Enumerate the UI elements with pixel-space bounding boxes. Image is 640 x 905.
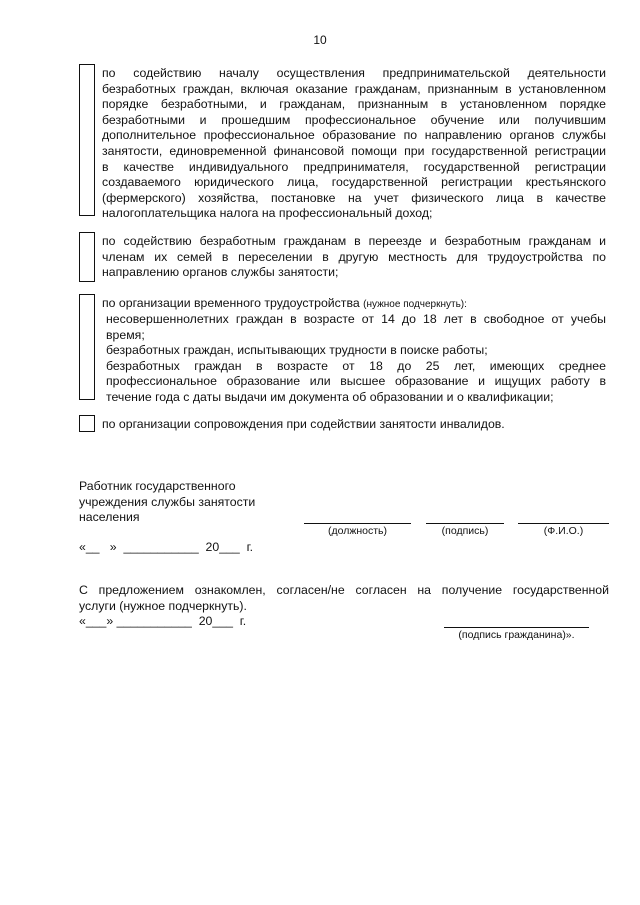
text-line: занятости, единовременной финансовой помощи при государственной регистрации [102, 143, 606, 158]
text-line: по организации сопровождения при содействии занятости инвалидов. [102, 417, 505, 431]
employee-label-line: населения [79, 510, 140, 525]
text-line: (фермерского) хозяйства, постановке на учет физического лица в качестве [102, 190, 606, 205]
date-year-suffix[interactable]: ___ [212, 614, 233, 628]
option-line[interactable]: время; [106, 327, 145, 342]
date-day[interactable]: ___ [85, 614, 107, 628]
date-month[interactable]: ___________ [116, 614, 192, 628]
page-number: 10 [313, 33, 327, 47]
date-g: г. [239, 614, 247, 628]
text-line: порядке безработными, и гражданам, признанным в установленном порядке [102, 97, 606, 112]
intro-text: по организации временного трудоустройства [102, 296, 360, 310]
date-day[interactable]: __ [85, 540, 100, 554]
date-month[interactable]: ___________ [123, 540, 199, 554]
date-g: г. [246, 540, 254, 554]
section-2-text [102, 234, 606, 281]
name-caption: (Ф.И.О.) [543, 525, 584, 537]
employee-label-line: Работник государственного [79, 479, 236, 493]
text-line: безработными и прошедшим профессиональное обучение или получившим [102, 112, 606, 127]
position-caption: (должность) [327, 525, 388, 537]
option-line[interactable]: безработных граждан в возрасте от 18 до 25 лет, имеющих среднее [106, 358, 606, 373]
option-line[interactable]: профессиональное образование или высшее образование и ищущих работу в [106, 374, 606, 389]
text-line: налогоплательщика налога на профессиональный доход; [102, 206, 433, 221]
section-4-checkbox[interactable] [79, 415, 95, 432]
text-line: по содействию безработным гражданам в переезде и безработным гражданам и [102, 234, 606, 248]
section-3-options [106, 312, 606, 406]
section-1-text [102, 66, 606, 222]
citizen-text [79, 583, 609, 614]
option-line[interactable]: течение года с даты выдачи им документа об образовании и о квалификации; [106, 389, 554, 404]
option-line[interactable]: безработных граждан, испытывающих трудности в поиске работы; [106, 343, 488, 358]
text-line: направлению органов службы занятости; [102, 265, 339, 280]
text-line: в качестве индивидуального предпринимателя, государственной регистрации [102, 159, 606, 174]
section-2-checkbox[interactable] [79, 232, 95, 282]
employee-date [79, 540, 253, 556]
section-3-intro [102, 296, 606, 313]
section-3-checkbox[interactable] [79, 294, 95, 400]
date-close-quote: » [109, 540, 117, 554]
date-open-quote: « [79, 540, 86, 554]
date-year-suffix[interactable]: ___ [219, 540, 240, 554]
text-line: создаваемого юридического лица, государственной регистрации крестьянского [102, 175, 606, 190]
option-line[interactable]: несовершеннолетних граждан в возрасте от 14 до 18 лет в свободное от учебы [106, 312, 606, 326]
date-open-quote: « [79, 614, 86, 628]
section-3-text [102, 296, 606, 313]
employee-label-line: учреждения службы занятости [79, 494, 256, 509]
text-line: дополнительное профессиональное образование по направлению органов службы [102, 128, 606, 143]
text-line: С предложением ознакомлен, согласен/не согласен на получение государственной [79, 583, 609, 597]
citizen-signature-caption: (подпись гражданина)». [458, 629, 575, 641]
section-1-checkbox[interactable] [79, 64, 95, 216]
citizen-date [79, 614, 246, 630]
text-line: безработных граждан, включая оказание гражданам, признанным в установленном [102, 81, 606, 96]
date-year: 20 [205, 540, 220, 554]
employee-label [79, 479, 255, 526]
section-4-text [102, 417, 606, 433]
signature-caption: (подпись) [441, 525, 489, 537]
date-year: 20 [198, 614, 213, 628]
text-line: по содействию началу осуществления предпринимательской деятельности [102, 66, 606, 80]
intro-note: (нужное подчеркнуть): [363, 299, 467, 310]
text-line: услуги (нужное подчеркнуть). [79, 598, 247, 613]
text-line: членам их семей в переселении в другую местность для трудоустройства по [102, 249, 606, 264]
date-close-quote: » [106, 614, 114, 628]
